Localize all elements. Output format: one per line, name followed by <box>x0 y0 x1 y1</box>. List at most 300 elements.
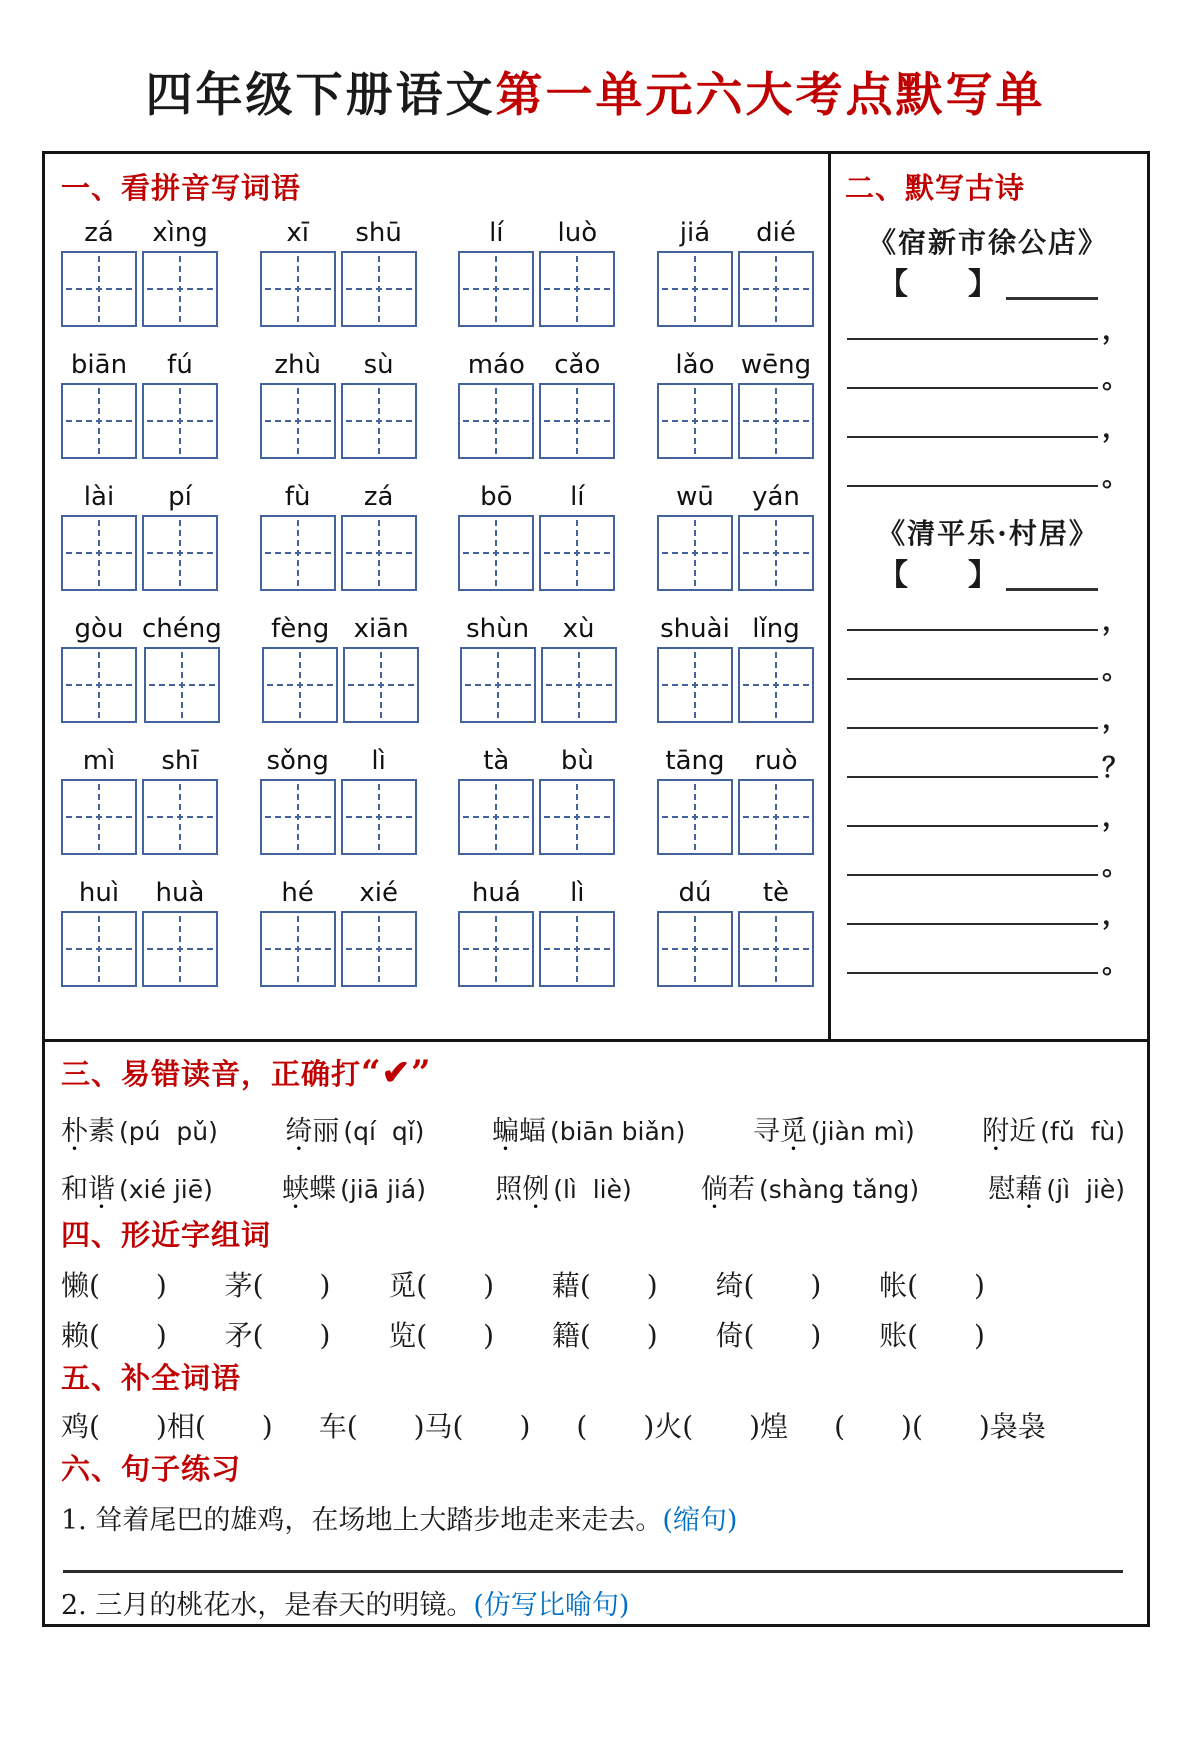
pinyin-label: fú <box>167 350 193 380</box>
writing-box[interactable] <box>657 383 733 459</box>
pinyin-word-group <box>61 481 218 591</box>
pinyin-cell <box>61 481 137 591</box>
section2-heading: 二、默写古诗 <box>845 171 1026 205</box>
writing-box[interactable] <box>142 383 218 459</box>
author-blank[interactable] <box>1006 560 1098 591</box>
writing-box[interactable] <box>61 779 137 855</box>
writing-box[interactable] <box>657 251 733 327</box>
page-title-red: 第一单元六大考点默写单 <box>495 68 1046 123</box>
pinyin-cell <box>142 745 218 855</box>
writing-box[interactable] <box>738 647 814 723</box>
verse-blank[interactable] <box>847 874 1098 876</box>
grid-dash-vertical <box>98 520 100 586</box>
pron-item[interactable] <box>753 1109 915 1148</box>
grid-dash-vertical <box>576 256 578 322</box>
grid-dash-vertical <box>380 652 382 718</box>
grid-dash-vertical <box>694 784 696 850</box>
writing-box[interactable] <box>460 647 536 723</box>
pron-word <box>61 1116 115 1147</box>
similar-char-item[interactable]: 帐( ) <box>879 1269 985 1302</box>
grid-dash-vertical <box>179 916 181 982</box>
pinyin-label: lí <box>489 218 504 248</box>
answer-line[interactable] <box>63 1570 1123 1573</box>
grid-dash-vertical <box>297 916 299 982</box>
pron-char: 和 <box>61 1174 88 1205</box>
verse-blank[interactable] <box>847 727 1098 729</box>
poem-line <box>847 704 1129 735</box>
pinyin-cell <box>458 481 534 591</box>
author-blank[interactable] <box>1006 269 1098 300</box>
pron-item[interactable] <box>495 1167 632 1206</box>
section-complete-words <box>45 1354 1147 1445</box>
writing-box[interactable] <box>738 911 814 987</box>
pinyin-label: lì <box>371 746 386 776</box>
grid-dash-vertical <box>98 784 100 850</box>
writing-box[interactable] <box>738 383 814 459</box>
pinyin-label: lí <box>570 482 585 512</box>
complete-word-item[interactable]: ( )( )袅袅 <box>834 1410 1046 1443</box>
pron-options: (jì jiè) <box>1046 1175 1125 1204</box>
similar-char-item[interactable]: 赖( ) <box>61 1319 167 1352</box>
pinyin-word-group <box>262 613 419 723</box>
grid-dash-vertical <box>378 916 380 982</box>
pinyin-label: chéng <box>142 614 222 644</box>
pron-options: (pú pǔ) <box>119 1117 218 1146</box>
pron-item[interactable] <box>988 1167 1125 1206</box>
grid-dash-vertical <box>179 256 181 322</box>
grid-dash-vertical <box>576 520 578 586</box>
pinyin-label: máo <box>467 350 525 380</box>
section-poem-dictation <box>831 154 1147 1039</box>
writing-box[interactable] <box>341 251 417 327</box>
complete-word-item[interactable]: 车( )马( ) <box>318 1410 531 1443</box>
pinyin-label: lǎo <box>675 350 715 380</box>
similar-char-item[interactable]: 览( ) <box>388 1319 495 1352</box>
writing-box[interactable] <box>657 779 733 855</box>
writing-box[interactable] <box>458 251 534 327</box>
writing-box[interactable] <box>458 383 534 459</box>
pron-word <box>701 1174 755 1205</box>
section3-heading <box>61 1052 1125 1093</box>
pinyin-label: jiá <box>679 218 711 248</box>
pron-char: 谐 <box>88 1174 115 1205</box>
pinyin-word-group <box>260 217 417 327</box>
top-region <box>45 154 1147 1042</box>
pinyin-label: xìng <box>152 218 208 248</box>
grid-dash-vertical <box>179 520 181 586</box>
poem-line <box>847 413 1129 444</box>
pinyin-cell <box>539 217 615 327</box>
pron-char: 藉 <box>1015 1174 1043 1205</box>
pron-char: 蝶 <box>309 1174 337 1205</box>
grid-dash-vertical <box>576 916 578 982</box>
grid-dash-vertical <box>378 520 380 586</box>
poem-line <box>847 606 1129 637</box>
pinyin-cell <box>539 481 615 591</box>
pinyin-row <box>61 877 820 987</box>
writing-box[interactable] <box>142 911 218 987</box>
verse-blank[interactable] <box>847 825 1098 827</box>
pinyin-label: mì <box>82 746 116 776</box>
pron-char: 绮 <box>285 1116 313 1147</box>
poem-line <box>847 655 1129 686</box>
pinyin-cell <box>343 613 419 723</box>
grid-dash-vertical <box>694 388 696 454</box>
pinyin-label: shī <box>161 746 199 776</box>
pinyin-label: dú <box>678 878 712 908</box>
worksheet-frame <box>42 151 1150 1627</box>
grid-dash-vertical <box>775 916 777 982</box>
writing-box[interactable] <box>341 911 417 987</box>
pinyin-word-group <box>657 481 814 591</box>
section-pronunciation <box>45 1042 1147 1209</box>
punctuation-mark: 。 <box>1102 655 1129 686</box>
pinyin-cell <box>657 877 733 987</box>
grid-dash-vertical <box>98 388 100 454</box>
writing-box[interactable] <box>260 515 336 591</box>
grid-dash-vertical <box>576 784 578 850</box>
poem-line <box>847 364 1129 395</box>
pinyin-word-group <box>458 217 615 327</box>
grid-dash-vertical <box>378 784 380 850</box>
pron-word <box>495 1174 549 1205</box>
pron-item[interactable] <box>61 1109 218 1148</box>
poem-line <box>847 851 1129 882</box>
punctuation-mark: 。 <box>1102 364 1129 395</box>
pinyin-label: tà <box>483 746 510 776</box>
grid-dash-vertical <box>694 652 696 718</box>
pinyin-label: fèng <box>271 614 330 644</box>
pinyin-label: gòu <box>74 614 124 644</box>
pinyin-cell <box>460 613 536 723</box>
pinyin-cell <box>61 217 137 327</box>
pinyin-label: luò <box>557 218 598 248</box>
section-sentence-practice <box>45 1445 1147 1627</box>
pinyin-word-group <box>458 877 615 987</box>
pinyin-word-group <box>61 877 218 987</box>
pinyin-row <box>61 349 820 459</box>
sentence-1-text: 1. 耸着尾巴的雄鸡，在场地上大踏步地走来走去。 <box>61 1505 663 1536</box>
pinyin-row <box>61 481 820 591</box>
similar-char-item[interactable]: 懒( ) <box>61 1269 167 1302</box>
punctuation-mark: ， <box>1102 802 1129 833</box>
pinyin-cell <box>142 613 222 723</box>
writing-box[interactable] <box>260 383 336 459</box>
pron-item[interactable] <box>285 1109 424 1148</box>
pinyin-label: wēng <box>740 350 812 380</box>
pron-row <box>61 1109 1125 1151</box>
writing-box[interactable] <box>541 647 617 723</box>
pinyin-cell <box>657 481 733 591</box>
pron-item[interactable] <box>492 1109 685 1148</box>
pinyin-label: wū <box>676 482 714 512</box>
pron-item[interactable] <box>701 1167 919 1206</box>
writing-box[interactable] <box>657 515 733 591</box>
pinyin-word-group <box>260 745 417 855</box>
poem-line <box>847 753 1129 784</box>
pron-row <box>61 1167 1125 1209</box>
verse-blank[interactable] <box>847 338 1098 340</box>
poem-title: 《清平乐·村居》 <box>877 517 1099 550</box>
grid-dash-vertical <box>694 520 696 586</box>
pron-word <box>282 1174 336 1205</box>
punctuation-mark: ， <box>1102 315 1129 346</box>
pinyin-cell <box>142 217 218 327</box>
pron-char: 朴 <box>61 1116 88 1147</box>
writing-box[interactable] <box>61 251 137 327</box>
writing-box[interactable] <box>341 779 417 855</box>
pinyin-cell <box>738 613 814 723</box>
pron-char: 近 <box>1009 1116 1037 1147</box>
grid-dash-vertical <box>495 784 497 850</box>
pinyin-word-group <box>657 745 814 855</box>
pinyin-label: dié <box>756 218 796 248</box>
pinyin-label: zá <box>363 482 394 512</box>
pron-options: (biān biǎn) <box>549 1117 686 1146</box>
similar-char-item[interactable]: 账( ) <box>879 1319 985 1352</box>
section4-heading: 四、形近字组词 <box>61 1218 272 1252</box>
pinyin-cell <box>738 745 814 855</box>
writing-box[interactable] <box>458 779 534 855</box>
writing-box[interactable] <box>738 251 814 327</box>
writing-box[interactable] <box>738 779 814 855</box>
pinyin-cell <box>539 877 615 987</box>
pinyin-cell <box>61 877 137 987</box>
pron-char: 例 <box>522 1174 550 1205</box>
sentence-2-hint: (仿写比喻句) <box>473 1590 630 1621</box>
pron-options: (fǔ fù) <box>1040 1117 1125 1146</box>
punctuation-mark: ， <box>1102 900 1129 931</box>
poem-line <box>847 802 1129 833</box>
pinyin-word-group <box>61 217 218 327</box>
pron-char: 觅 <box>779 1116 807 1147</box>
pron-word <box>753 1116 807 1147</box>
pinyin-word-group <box>260 877 417 987</box>
pron-word <box>492 1116 546 1147</box>
writing-box[interactable] <box>260 251 336 327</box>
complete-words-row <box>61 1405 1125 1445</box>
pinyin-word-group <box>61 613 222 723</box>
verse-blank[interactable] <box>847 972 1098 974</box>
writing-box[interactable] <box>539 911 615 987</box>
pinyin-word-group <box>458 481 615 591</box>
verse-blank[interactable] <box>847 485 1098 487</box>
similar-char-item[interactable]: 藉( ) <box>551 1269 658 1302</box>
pinyin-word-group <box>657 217 814 327</box>
pinyin-word-group <box>458 745 615 855</box>
pron-char: 蝙 <box>491 1116 519 1147</box>
section-pinyin-words <box>45 154 831 1039</box>
similar-char-item[interactable]: 籍( ) <box>551 1319 658 1352</box>
writing-box[interactable] <box>144 647 220 723</box>
pron-item[interactable] <box>61 1167 213 1206</box>
pron-char: 蝠 <box>518 1116 546 1147</box>
pinyin-label: shuài <box>660 614 730 644</box>
pinyin-label: yán <box>752 482 800 512</box>
verse-blank[interactable] <box>847 629 1098 631</box>
grid-dash-vertical <box>578 652 580 718</box>
section5-heading: 五、补全词语 <box>61 1361 242 1395</box>
pinyin-row <box>61 217 820 327</box>
sentence-item-2 <box>61 1583 1125 1623</box>
pron-char: 照 <box>495 1174 523 1205</box>
punctuation-mark: ， <box>1102 704 1129 735</box>
pinyin-cell <box>260 745 336 855</box>
poem-line <box>847 900 1129 931</box>
pinyin-cell <box>458 217 534 327</box>
writing-box[interactable] <box>142 251 218 327</box>
grid-dash-vertical <box>179 784 181 850</box>
section3-heading-text: 三、易错读音，正确打 <box>61 1057 362 1091</box>
similar-char-row <box>61 1314 1125 1354</box>
similar-char-item[interactable]: 矛( ) <box>224 1319 331 1352</box>
pinyin-cell <box>539 745 615 855</box>
pinyin-label: tāng <box>665 746 725 776</box>
pron-item[interactable] <box>282 1167 426 1206</box>
writing-box[interactable] <box>341 383 417 459</box>
writing-box[interactable] <box>458 515 534 591</box>
writing-box[interactable] <box>61 647 137 723</box>
complete-word-item[interactable]: ( )火( )煌 <box>576 1410 789 1443</box>
similar-char-row <box>61 1264 1125 1304</box>
pinyin-word-group <box>260 481 417 591</box>
grid-dash-vertical <box>98 256 100 322</box>
similar-char-item[interactable]: 倚( ) <box>715 1319 822 1352</box>
writing-box[interactable] <box>260 779 336 855</box>
pinyin-cell <box>458 745 534 855</box>
punctuation-mark: ， <box>1102 413 1129 444</box>
pinyin-cell <box>738 349 814 459</box>
writing-box[interactable] <box>458 911 534 987</box>
pinyin-label: sù <box>363 350 394 380</box>
pinyin-label: hé <box>281 878 314 908</box>
writing-box[interactable] <box>142 515 218 591</box>
similar-char-item[interactable]: 觅( ) <box>388 1269 495 1302</box>
pinyin-word-group <box>460 613 617 723</box>
pron-char: 附 <box>982 1116 1010 1147</box>
pinyin-label: xiān <box>353 614 409 644</box>
grid-dash-vertical <box>775 388 777 454</box>
complete-word-item[interactable]: 鸡( )相( ) <box>61 1410 273 1443</box>
punctuation-mark: 。 <box>1102 949 1129 980</box>
pinyin-cell <box>458 877 534 987</box>
pinyin-label: sǒng <box>266 746 329 776</box>
grid-dash-vertical <box>495 388 497 454</box>
pinyin-cell <box>260 349 336 459</box>
pinyin-word-group <box>260 349 417 459</box>
pinyin-cell <box>341 745 417 855</box>
pinyin-word-group <box>657 349 814 459</box>
grid-dash-vertical <box>297 256 299 322</box>
writing-box[interactable] <box>539 251 615 327</box>
writing-box[interactable] <box>142 779 218 855</box>
verse-blank[interactable] <box>847 436 1098 438</box>
writing-box[interactable] <box>657 647 733 723</box>
writing-box[interactable] <box>61 911 137 987</box>
poems-container <box>845 221 1131 980</box>
writing-box[interactable] <box>539 779 615 855</box>
dynasty-brackets: 【 】 <box>878 558 998 593</box>
similar-char-rows <box>61 1264 1125 1354</box>
pinyin-cell <box>61 745 137 855</box>
pinyin-label: cǎo <box>554 350 601 380</box>
poem-author-row <box>845 560 1131 591</box>
pinyin-cell <box>657 745 733 855</box>
grid-dash-vertical <box>297 784 299 850</box>
writing-box[interactable] <box>341 515 417 591</box>
writing-box[interactable] <box>738 515 814 591</box>
pinyin-cell <box>260 877 336 987</box>
grid-dash-vertical <box>775 256 777 322</box>
pinyin-cell <box>458 349 534 459</box>
grid-dash-vertical <box>497 652 499 718</box>
poem-title: 《宿新市徐公店》 <box>867 226 1108 259</box>
pinyin-cell <box>260 481 336 591</box>
pinyin-word-group <box>657 877 814 987</box>
verse-blank[interactable] <box>847 678 1098 680</box>
writing-box[interactable] <box>657 911 733 987</box>
pron-char: 蛱 <box>282 1174 310 1205</box>
writing-box[interactable] <box>260 911 336 987</box>
grid-dash-vertical <box>299 652 301 718</box>
pinyin-label: zhù <box>274 350 321 380</box>
pinyin-cell <box>341 349 417 459</box>
similar-char-item[interactable]: 茅( ) <box>224 1269 331 1302</box>
pinyin-word-group <box>657 613 814 723</box>
writing-box[interactable] <box>343 647 419 723</box>
checkmark-icon: “✔” <box>361 1053 432 1093</box>
pron-char: 寻 <box>752 1116 780 1147</box>
pinyin-label: bō <box>480 482 513 512</box>
pinyin-label: biān <box>70 350 128 380</box>
pinyin-cell <box>142 349 218 459</box>
sentence-item-1 <box>61 1498 1125 1538</box>
grid-dash-vertical <box>179 388 181 454</box>
dynasty-brackets: 【 】 <box>878 267 998 302</box>
grid-dash-vertical <box>98 916 100 982</box>
pinyin-label: xù <box>562 614 595 644</box>
grid-dash-vertical <box>297 520 299 586</box>
writing-box[interactable] <box>61 515 137 591</box>
grid-dash-vertical <box>576 388 578 454</box>
pinyin-word-group <box>61 349 218 459</box>
grid-dash-vertical <box>694 916 696 982</box>
grid-dash-vertical <box>775 520 777 586</box>
pron-word <box>285 1116 339 1147</box>
pinyin-label: xié <box>359 878 398 908</box>
pinyin-label: bù <box>560 746 594 776</box>
sentence-1-hint: (缩句) <box>662 1505 738 1536</box>
pron-item[interactable] <box>982 1109 1125 1148</box>
pinyin-cell <box>738 481 814 591</box>
writing-box[interactable] <box>539 383 615 459</box>
pinyin-cell <box>142 481 218 591</box>
pinyin-cell <box>341 481 417 591</box>
pron-char: 若 <box>727 1174 755 1205</box>
similar-char-item[interactable]: 绮( ) <box>715 1269 822 1302</box>
worksheet-page <box>0 58 1191 1627</box>
verse-blank[interactable] <box>847 776 1098 778</box>
pinyin-cell <box>260 217 336 327</box>
pron-word <box>988 1174 1042 1205</box>
pinyin-label: xī <box>286 218 309 248</box>
writing-box[interactable] <box>61 383 137 459</box>
verse-blank[interactable] <box>847 387 1098 389</box>
writing-box[interactable] <box>262 647 338 723</box>
pinyin-label: shū <box>355 218 402 248</box>
writing-box[interactable] <box>539 515 615 591</box>
verse-blank[interactable] <box>847 923 1098 925</box>
